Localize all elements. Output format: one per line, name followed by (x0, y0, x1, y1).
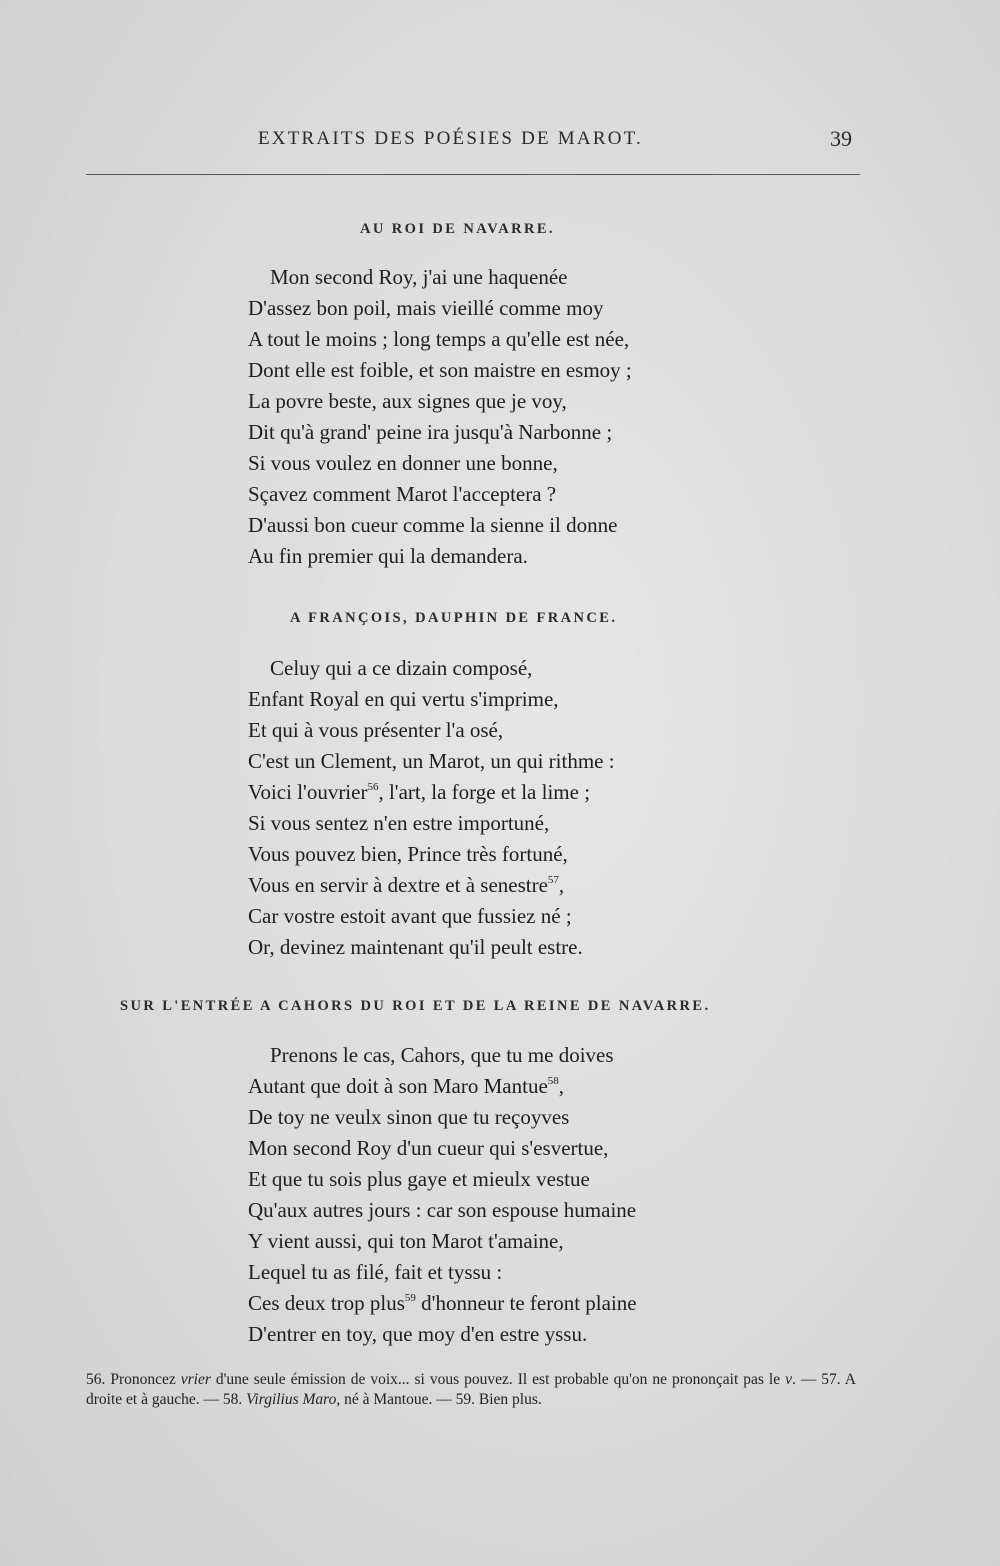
poem-line: Vous pouvez bien, Prince très fortuné, (248, 842, 568, 866)
poem-au-roi-de-navarre (248, 262, 632, 572)
poem-line: Enfant Royal en qui vertu s'imprime, (248, 687, 559, 711)
poem-line-part: Voici l'ouvrier (248, 780, 368, 804)
poem-line: Celuy qui a ce dizain composé, (270, 656, 533, 680)
poem-line: D'aussi bon cueur comme la sienne il donne (248, 513, 618, 537)
running-title: EXTRAITS DES POÉSIES DE MAROT. (258, 128, 643, 149)
poem-line: Dit qu'à grand' peine ira jusqu'à Narbonne ; (248, 420, 613, 444)
poem-line: Dont elle est foible, et son maistre en esmoy ; (248, 358, 632, 382)
poem-line: Et que tu sois plus gaye et mieulx vestue (248, 1167, 590, 1191)
footnote-italic: Virgilius Maro (246, 1391, 337, 1408)
poem-line: Mon second Roy, j'ai une haquenée (270, 265, 568, 289)
poem-entree-a-cahors (248, 1040, 637, 1350)
poem-line: La povre beste, aux signes que je voy, (248, 389, 567, 413)
footnote-ref-59: 59 (404, 1292, 416, 1304)
footnote-italic: v (785, 1371, 792, 1388)
poem-line (248, 870, 615, 901)
poem-line: Et qui à vous présenter l'a osé, (248, 718, 504, 742)
poem-line-part: Ces deux trop plus (248, 1291, 405, 1315)
poem-line (248, 777, 615, 808)
poem-line: Au fin premier qui la demandera. (248, 544, 528, 568)
header-rule (86, 174, 860, 175)
poem-line: D'assez bon poil, mais vieillé comme moy (248, 296, 604, 320)
poem-line-part: Vous en servir à dextre et à senestre (248, 873, 548, 897)
footnote-italic: vrier (180, 1371, 211, 1388)
poem-line: Si vous voulez en donner une bonne, (248, 451, 558, 475)
poem-line: D'entrer en toy, que moy d'en estre yssu. (248, 1322, 588, 1346)
poem-line: A tout le moins ; long temps a qu'elle est née, (248, 327, 630, 351)
poem-title-entree-a-cahors: SUR L'ENTRÉE A CAHORS DU ROI ET DE LA REINE DE NAVARRE. (120, 998, 711, 1014)
poem-line (248, 1071, 637, 1102)
footnote-ref-57: 57 (547, 874, 559, 886)
poem-a-francois-dauphin (248, 653, 615, 963)
poem-title-a-francois-dauphin: A FRANÇOIS, DAUPHIN DE FRANCE. (290, 610, 618, 626)
poem-line: Y vient aussi, qui ton Marot t'amaine, (248, 1229, 564, 1253)
page-number: 39 (830, 126, 852, 151)
poem-line-part: Autant que doit à son Maro Mantue (248, 1074, 548, 1098)
poem-line: Lequel tu as filé, fait et tyssu : (248, 1260, 503, 1284)
poem-line: Or, devinez maintenant qu'il peult estre. (248, 935, 583, 959)
poem-line: Car vostre estoit avant que fussiez né ; (248, 904, 572, 928)
poem-line: Si vous sentez n'en estre importuné, (248, 811, 550, 835)
poem-line: Prenons le cas, Cahors, que tu me doives (270, 1043, 614, 1067)
poem-line (248, 1288, 637, 1319)
footnote-ref-58: 58 (547, 1075, 559, 1087)
poem-title-au-roi-de-navarre: AU ROI DE NAVARRE. (360, 221, 555, 237)
poem-line-part: , l'art, la forge et la lime ; (378, 780, 591, 804)
footnote-text: 56. Prononcez (86, 1371, 181, 1388)
poem-line: De toy ne veulx sinon que tu reçoyves (248, 1105, 570, 1129)
poem-line-part: , (558, 873, 565, 897)
footnote-text: . — 57. A droite et à gauche. — 58. (86, 1371, 856, 1408)
poem-line-part: , (558, 1074, 565, 1098)
footnote-ref-56: 56 (367, 781, 379, 793)
footnote-text: d'une seule émission de voix... si vous pouvez. Il est probable qu'on ne prononçait pas le (210, 1371, 786, 1388)
poem-line: Qu'aux autres jours : car son espouse humaine (248, 1198, 637, 1222)
poem-line: C'est un Clement, un Marot, un qui rithme : (248, 749, 615, 773)
poem-line: Sçavez comment Marot l'acceptera ? (248, 482, 557, 506)
footnote-text: , né à Mantoue. — 59. Bien plus. (336, 1391, 542, 1408)
footnotes (86, 1370, 856, 1410)
poem-line-part: d'honneur te feront plaine (415, 1291, 637, 1315)
poem-line: Mon second Roy d'un cueur qui s'esvertue, (248, 1136, 609, 1160)
